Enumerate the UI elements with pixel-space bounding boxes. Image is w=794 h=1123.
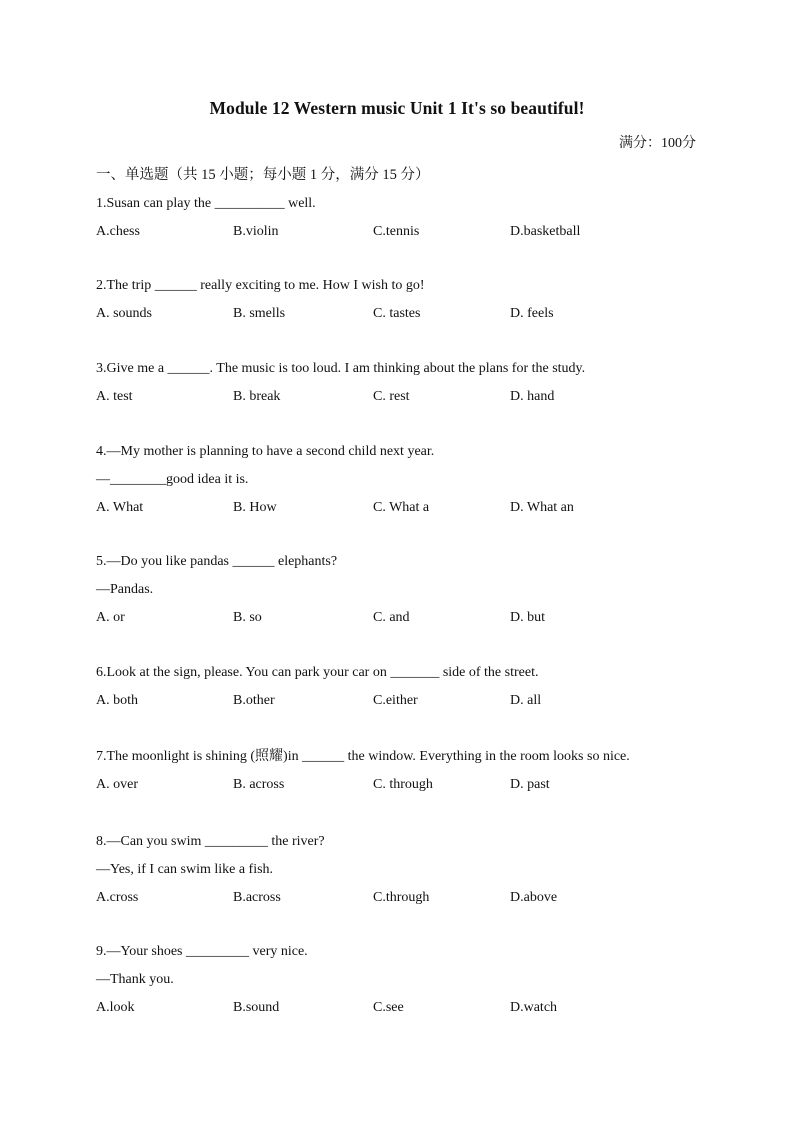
option-a[interactable]: A. both bbox=[96, 693, 138, 708]
question-stem: 6.Look at the sign, please. You can park your car on _______ side of the street. bbox=[96, 665, 539, 680]
answer-options bbox=[96, 300, 716, 328]
question-3 bbox=[96, 355, 716, 411]
option-a[interactable]: A. over bbox=[96, 777, 138, 792]
question-6 bbox=[96, 659, 716, 715]
question-8 bbox=[96, 828, 716, 912]
question-stem: 1.Susan can play the __________ well. bbox=[96, 196, 316, 211]
option-b[interactable]: B. break bbox=[233, 389, 281, 404]
option-a[interactable]: A. What bbox=[96, 500, 144, 515]
option-b[interactable]: B.violin bbox=[233, 224, 279, 239]
option-b[interactable]: B. smells bbox=[233, 306, 286, 321]
answer-options bbox=[96, 994, 716, 1022]
full-score-label: 满分：100分 bbox=[619, 136, 696, 151]
option-a[interactable]: A.look bbox=[96, 1000, 135, 1015]
question-4 bbox=[96, 438, 716, 522]
option-a[interactable]: A.cross bbox=[96, 890, 139, 905]
option-c[interactable]: C. through bbox=[373, 777, 433, 792]
dialogue-line: —Thank you. bbox=[96, 972, 174, 987]
option-d[interactable]: D. but bbox=[510, 610, 545, 625]
dialogue-line: —Yes, if I can swim like a fish. bbox=[96, 862, 274, 877]
option-a[interactable]: A.chess bbox=[96, 224, 140, 239]
option-b[interactable]: B.other bbox=[233, 693, 275, 708]
option-c[interactable]: C. tastes bbox=[373, 306, 421, 321]
page-title: Module 12 Western music Unit 1 It's so beautiful! bbox=[209, 98, 585, 118]
answer-options bbox=[96, 604, 716, 632]
question-1 bbox=[96, 190, 716, 246]
option-a[interactable]: A. or bbox=[96, 610, 125, 625]
question-stem: 3.Give me a ______. The music is too loud. I am thinking about the plans for the study. bbox=[96, 361, 586, 376]
option-d[interactable]: D.basketball bbox=[510, 224, 581, 239]
option-c[interactable]: C.see bbox=[373, 1000, 404, 1015]
option-b[interactable]: B. across bbox=[233, 777, 285, 792]
answer-options bbox=[96, 687, 716, 715]
option-c[interactable]: C. and bbox=[373, 610, 410, 625]
option-a[interactable]: A. sounds bbox=[96, 306, 153, 321]
option-d[interactable]: D. What an bbox=[510, 500, 574, 515]
option-c[interactable]: C.through bbox=[373, 890, 430, 905]
question-2 bbox=[96, 272, 716, 328]
question-stem: 5.—Do you like pandas ______ elephants? bbox=[96, 554, 338, 569]
option-d[interactable]: D. past bbox=[510, 777, 550, 792]
question-9 bbox=[96, 938, 716, 1022]
option-b[interactable]: B.sound bbox=[233, 1000, 280, 1015]
question-5 bbox=[96, 548, 716, 632]
question-7 bbox=[96, 743, 716, 799]
section-heading: 一、单选题（共 15 小题；每小题 1 分，满分 15 分） bbox=[96, 167, 430, 183]
option-c[interactable]: C.either bbox=[373, 693, 418, 708]
option-b[interactable]: B.across bbox=[233, 890, 281, 905]
answer-options bbox=[96, 884, 716, 912]
option-a[interactable]: A. test bbox=[96, 389, 133, 404]
answer-options bbox=[96, 771, 716, 799]
option-b[interactable]: B. How bbox=[233, 500, 277, 515]
question-stem: 2.The trip ______ really exciting to me. How I wish to go! bbox=[96, 278, 425, 293]
option-c[interactable]: C.tennis bbox=[373, 224, 420, 239]
answer-options bbox=[96, 494, 716, 522]
question-stem: 9.—Your shoes _________ very nice. bbox=[96, 944, 308, 959]
answer-options bbox=[96, 383, 716, 411]
question-stem: 8.—Can you swim _________ the river? bbox=[96, 834, 325, 849]
option-d[interactable]: D. hand bbox=[510, 389, 555, 404]
dialogue-line: —________good idea it is. bbox=[96, 472, 249, 487]
option-b[interactable]: B. so bbox=[233, 610, 262, 625]
answer-options bbox=[96, 218, 716, 246]
option-c[interactable]: C. What a bbox=[373, 500, 430, 515]
option-d[interactable]: D. feels bbox=[510, 306, 554, 321]
option-c[interactable]: C. rest bbox=[373, 389, 410, 404]
question-stem: 4.—My mother is planning to have a second child next year. bbox=[96, 444, 435, 459]
option-d[interactable]: D.watch bbox=[510, 1000, 558, 1015]
option-d[interactable]: D. all bbox=[510, 693, 542, 708]
question-stem: 7.The moonlight is shining (照耀)in ______ the window. Everything in the room looks so nice. bbox=[96, 749, 630, 764]
option-d[interactable]: D.above bbox=[510, 890, 558, 905]
dialogue-line: —Pandas. bbox=[96, 582, 154, 597]
